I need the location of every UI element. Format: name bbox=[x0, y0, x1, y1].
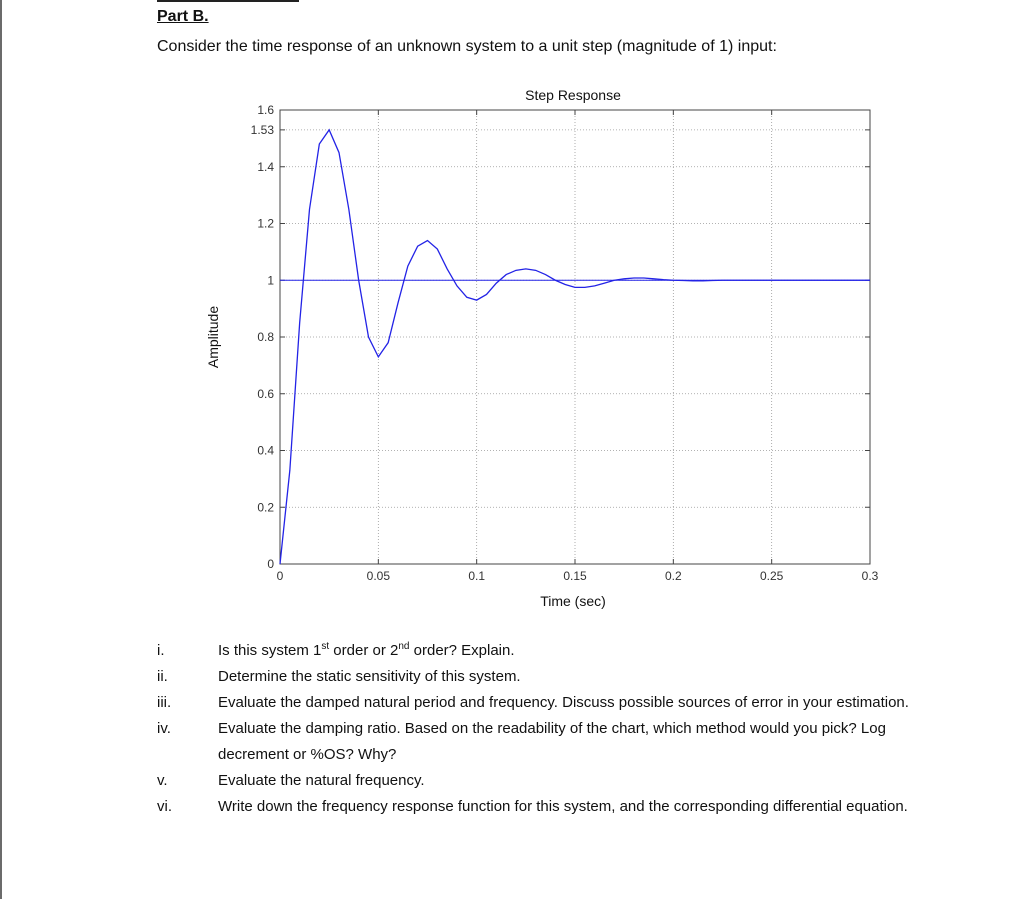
question-number: vi. bbox=[157, 798, 172, 815]
y-tick-label: 0.6 bbox=[257, 386, 274, 401]
question-number: v. bbox=[157, 772, 168, 789]
question-text: Determine the static sensitivity of this system. bbox=[218, 668, 521, 685]
part-title: Part B. bbox=[157, 8, 209, 25]
x-axis-label: Time (sec) bbox=[540, 593, 606, 609]
axis-ticks bbox=[251, 103, 879, 583]
question-text: Evaluate the natural frequency. bbox=[218, 772, 425, 789]
question-list bbox=[157, 638, 937, 820]
x-tick-label: 0.1 bbox=[468, 569, 486, 583]
question-text: Is this system 1st order or 2nd order? Explain. bbox=[218, 641, 515, 659]
question-number: ii. bbox=[157, 668, 168, 685]
question-item bbox=[157, 794, 937, 820]
y-tick-label: 1.4 bbox=[257, 159, 274, 174]
y-tick-label: 0.2 bbox=[257, 500, 274, 515]
question-text: Evaluate the damping ratio. Based on the readability of the chart, which method would you pick? Log decrement or %OS? Why? bbox=[218, 720, 886, 763]
x-tick-label: 0.2 bbox=[664, 569, 682, 583]
x-tick-label: 0.15 bbox=[563, 569, 587, 583]
y-tick-label: 0.8 bbox=[257, 330, 274, 344]
question-text: Write down the frequency response function for this system, and the corresponding differential equation. bbox=[218, 798, 908, 815]
question-item bbox=[157, 768, 937, 794]
question-number: iv. bbox=[157, 720, 171, 737]
page-edge bbox=[0, 0, 2, 899]
question-number: i. bbox=[157, 642, 165, 659]
intro-text: Consider the time response of an unknown system to a unit step (magnitude of 1) input: bbox=[157, 38, 777, 55]
x-tick-label: 0 bbox=[276, 569, 284, 583]
x-tick-label: 0.05 bbox=[366, 569, 391, 583]
question-number: iii. bbox=[157, 694, 172, 711]
question-item bbox=[157, 716, 937, 768]
question-text: Evaluate the damped natural period and frequency. Discuss possible sources of error in your estimation. bbox=[218, 694, 909, 711]
chart-title: Step Response bbox=[525, 87, 621, 103]
question-item bbox=[157, 638, 937, 664]
question-item bbox=[157, 690, 937, 716]
x-tick-label: 0.3 bbox=[861, 569, 879, 583]
y-tick-label: 1.6 bbox=[257, 103, 274, 117]
y-tick-label: 1.2 bbox=[257, 216, 274, 231]
y-axis-label: Amplitude bbox=[205, 305, 221, 369]
y-tick-label: 1 bbox=[267, 273, 274, 288]
question-item bbox=[157, 664, 937, 690]
y-tick-label: 0 bbox=[267, 557, 274, 571]
step-response-chart bbox=[190, 80, 890, 620]
y-tick-label: 1.53 bbox=[250, 122, 274, 137]
y-tick-label: 0.4 bbox=[257, 443, 274, 458]
x-tick-label: 0.25 bbox=[759, 569, 784, 583]
top-divider bbox=[157, 0, 299, 2]
